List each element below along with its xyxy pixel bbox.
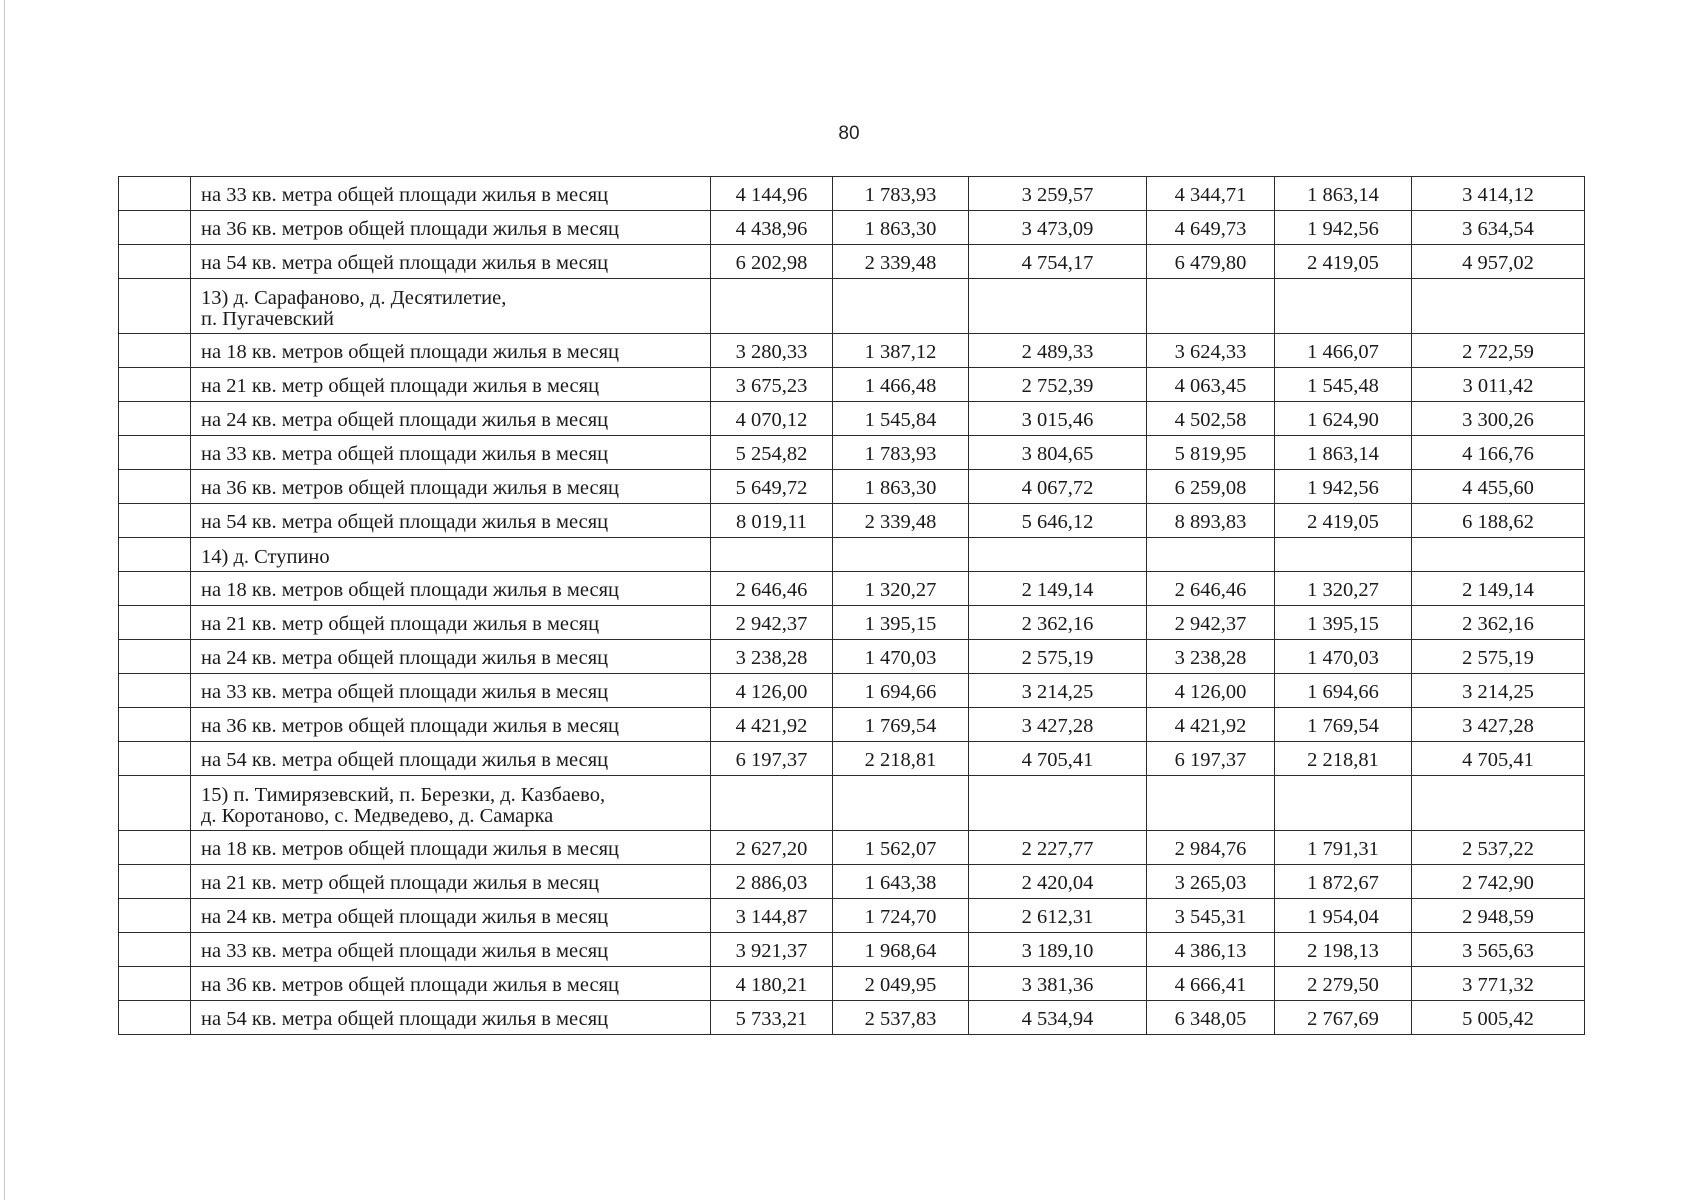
value-cell: 5 649,72 — [711, 470, 833, 504]
row-number-cell — [119, 606, 191, 640]
scan-edge-line — [4, 0, 5, 1200]
area-description: на 36 кв. метров общей площади жилья в месяц — [191, 967, 711, 1001]
value-cell: 2 198,13 — [1275, 933, 1412, 967]
value-cell: 8 019,11 — [711, 504, 833, 538]
value-cell: 4 502,58 — [1147, 402, 1275, 436]
settlement-group-row — [119, 776, 1585, 831]
table-row — [119, 470, 1585, 504]
value-cell: 3 804,65 — [969, 436, 1147, 470]
table-row — [119, 368, 1585, 402]
value-cell: 1 694,66 — [1275, 674, 1412, 708]
table-row — [119, 402, 1585, 436]
value-cell: 3 414,12 — [1412, 177, 1585, 211]
value-cell: 1 769,54 — [833, 708, 969, 742]
value-cell: 1 694,66 — [833, 674, 969, 708]
value-cell: 4 070,12 — [711, 402, 833, 436]
value-cell: 2 218,81 — [833, 742, 969, 776]
value-cell: 3 565,63 — [1412, 933, 1585, 967]
value-cell: 1 624,90 — [1275, 402, 1412, 436]
value-cell: 1 545,48 — [1275, 368, 1412, 402]
value-cell: 3 214,25 — [969, 674, 1147, 708]
table-row — [119, 865, 1585, 899]
table-row — [119, 436, 1585, 470]
value-cell: 2 537,22 — [1412, 831, 1585, 865]
table-row — [119, 177, 1585, 211]
value-cell: 1 942,56 — [1275, 470, 1412, 504]
value-cell: 1 872,67 — [1275, 865, 1412, 899]
value-cell: 2 886,03 — [711, 865, 833, 899]
value-cell: 2 362,16 — [969, 606, 1147, 640]
area-description: на 24 кв. метра общей площади жилья в месяц — [191, 899, 711, 933]
value-cell: 2 612,31 — [969, 899, 1147, 933]
value-cell: 4 144,96 — [711, 177, 833, 211]
settlement-name-line: п. Пугачевский — [201, 308, 334, 331]
value-cell: 2 742,90 — [1412, 865, 1585, 899]
value-cell: 2 489,33 — [969, 334, 1147, 368]
value-cell: 2 227,77 — [969, 831, 1147, 865]
value-cell: 1 545,84 — [833, 402, 969, 436]
value-cell: 3 921,37 — [711, 933, 833, 967]
area-description: на 36 кв. метров общей площади жилья в месяц — [191, 211, 711, 245]
value-cell: 2 984,76 — [1147, 831, 1275, 865]
value-cell: 1 783,93 — [833, 436, 969, 470]
value-cell: 2 362,16 — [1412, 606, 1585, 640]
table-row — [119, 606, 1585, 640]
value-cell: 2 948,59 — [1412, 899, 1585, 933]
area-description: на 21 кв. метр общей площади жилья в месяц — [191, 865, 711, 899]
value-cell: 3 300,26 — [1412, 402, 1585, 436]
value-cell: 3 545,31 — [1147, 899, 1275, 933]
value-cell: 1 954,04 — [1275, 899, 1412, 933]
table-row — [119, 211, 1585, 245]
page-number: 80 — [838, 123, 860, 144]
row-number-cell — [119, 538, 191, 572]
empty-value-cell — [1412, 538, 1585, 572]
value-cell: 5 646,12 — [969, 504, 1147, 538]
value-cell: 3 238,28 — [1147, 640, 1275, 674]
value-cell: 1 863,14 — [1275, 436, 1412, 470]
value-cell: 2 942,37 — [1147, 606, 1275, 640]
value-cell: 4 705,41 — [1412, 742, 1585, 776]
value-cell: 4 421,92 — [711, 708, 833, 742]
value-cell: 1 395,15 — [833, 606, 969, 640]
empty-value-cell — [711, 538, 833, 572]
value-cell: 2 722,59 — [1412, 334, 1585, 368]
table-row — [119, 967, 1585, 1001]
value-cell: 5 254,82 — [711, 436, 833, 470]
value-cell: 2 537,83 — [833, 1001, 969, 1035]
value-cell: 4 649,73 — [1147, 211, 1275, 245]
value-cell: 1 320,27 — [833, 572, 969, 606]
empty-value-cell — [1412, 776, 1585, 831]
row-number-cell — [119, 899, 191, 933]
value-cell: 6 202,98 — [711, 245, 833, 279]
value-cell: 6 479,80 — [1147, 245, 1275, 279]
area-description: на 33 кв. метра общей площади жилья в месяц — [191, 436, 711, 470]
value-cell: 3 634,54 — [1412, 211, 1585, 245]
table-row — [119, 640, 1585, 674]
value-cell: 5 733,21 — [711, 1001, 833, 1035]
row-number-cell — [119, 368, 191, 402]
value-cell: 1 395,15 — [1275, 606, 1412, 640]
tariff-table-body — [119, 177, 1585, 1035]
value-cell: 2 752,39 — [969, 368, 1147, 402]
empty-value-cell — [711, 279, 833, 334]
settlement-group-name — [191, 776, 711, 831]
value-cell: 4 386,13 — [1147, 933, 1275, 967]
value-cell: 4 705,41 — [969, 742, 1147, 776]
table-row — [119, 933, 1585, 967]
area-description: на 54 кв. метра общей площади жилья в месяц — [191, 742, 711, 776]
value-cell: 3 624,33 — [1147, 334, 1275, 368]
value-cell: 8 893,83 — [1147, 504, 1275, 538]
area-description: на 21 кв. метр общей площади жилья в месяц — [191, 606, 711, 640]
value-cell: 4 455,60 — [1412, 470, 1585, 504]
value-cell: 3 381,36 — [969, 967, 1147, 1001]
value-cell: 1 562,07 — [833, 831, 969, 865]
area-description: на 54 кв. метра общей площади жилья в месяц — [191, 504, 711, 538]
value-cell: 1 942,56 — [1275, 211, 1412, 245]
table-row — [119, 572, 1585, 606]
value-cell: 1 643,38 — [833, 865, 969, 899]
table-row — [119, 708, 1585, 742]
value-cell: 1 387,12 — [833, 334, 969, 368]
value-cell: 4 421,92 — [1147, 708, 1275, 742]
value-cell: 1 466,48 — [833, 368, 969, 402]
area-description: на 54 кв. метра общей площади жилья в месяц — [191, 245, 711, 279]
value-cell: 2 942,37 — [711, 606, 833, 640]
value-cell: 4 067,72 — [969, 470, 1147, 504]
value-cell: 2 049,95 — [833, 967, 969, 1001]
value-cell: 4 180,21 — [711, 967, 833, 1001]
area-description: на 33 кв. метра общей площади жилья в месяц — [191, 674, 711, 708]
row-number-cell — [119, 674, 191, 708]
value-cell: 2 149,14 — [969, 572, 1147, 606]
value-cell: 2 339,48 — [833, 504, 969, 538]
table-row — [119, 899, 1585, 933]
settlement-group-row — [119, 538, 1585, 572]
value-cell: 2 575,19 — [969, 640, 1147, 674]
row-number-cell — [119, 1001, 191, 1035]
value-cell: 3 011,42 — [1412, 368, 1585, 402]
value-cell: 4 754,17 — [969, 245, 1147, 279]
value-cell: 2 149,14 — [1412, 572, 1585, 606]
row-number-cell — [119, 504, 191, 538]
value-cell: 2 218,81 — [1275, 742, 1412, 776]
area-description: на 21 кв. метр общей площади жилья в месяц — [191, 368, 711, 402]
value-cell: 3 265,03 — [1147, 865, 1275, 899]
settlement-group-row — [119, 279, 1585, 334]
settlement-name-line: 15) п. Тимирязевский, п. Березки, д. Казбаево, — [201, 783, 606, 806]
value-cell: 1 769,54 — [1275, 708, 1412, 742]
row-number-cell — [119, 742, 191, 776]
table-row — [119, 504, 1585, 538]
area-description: на 24 кв. метра общей площади жилья в месяц — [191, 402, 711, 436]
empty-value-cell — [833, 279, 969, 334]
value-cell: 1 466,07 — [1275, 334, 1412, 368]
row-number-cell — [119, 865, 191, 899]
empty-value-cell — [1275, 279, 1412, 334]
settlement-group-name — [191, 538, 711, 572]
empty-value-cell — [1412, 279, 1585, 334]
value-cell: 2 419,05 — [1275, 504, 1412, 538]
empty-value-cell — [1275, 538, 1412, 572]
area-description: на 18 кв. метров общей площади жилья в месяц — [191, 572, 711, 606]
table-row — [119, 1001, 1585, 1035]
value-cell: 5 819,95 — [1147, 436, 1275, 470]
row-number-cell — [119, 334, 191, 368]
empty-value-cell — [969, 279, 1147, 334]
value-cell: 1 863,30 — [833, 470, 969, 504]
value-cell: 2 575,19 — [1412, 640, 1585, 674]
value-cell: 4 063,45 — [1147, 368, 1275, 402]
value-cell: 3 189,10 — [969, 933, 1147, 967]
table-row — [119, 245, 1585, 279]
row-number-cell — [119, 708, 191, 742]
empty-value-cell — [969, 538, 1147, 572]
value-cell: 1 470,03 — [833, 640, 969, 674]
row-number-cell — [119, 402, 191, 436]
value-cell: 4 126,00 — [1147, 674, 1275, 708]
tariff-table — [118, 176, 1585, 1035]
table-row — [119, 742, 1585, 776]
value-cell: 3 280,33 — [711, 334, 833, 368]
value-cell: 4 957,02 — [1412, 245, 1585, 279]
area-description: на 18 кв. метров общей площади жилья в месяц — [191, 334, 711, 368]
value-cell: 6 197,37 — [1147, 742, 1275, 776]
row-number-cell — [119, 572, 191, 606]
area-description: на 33 кв. метра общей площади жилья в месяц — [191, 177, 711, 211]
row-number-cell — [119, 776, 191, 831]
table-row — [119, 831, 1585, 865]
value-cell: 3 675,23 — [711, 368, 833, 402]
value-cell: 6 259,08 — [1147, 470, 1275, 504]
area-description: на 18 кв. метров общей площади жилья в месяц — [191, 831, 711, 865]
value-cell: 4 438,96 — [711, 211, 833, 245]
row-number-cell — [119, 177, 191, 211]
value-cell: 1 968,64 — [833, 933, 969, 967]
area-description: на 36 кв. метров общей площади жилья в месяц — [191, 470, 711, 504]
value-cell: 1 783,93 — [833, 177, 969, 211]
value-cell: 2 420,04 — [969, 865, 1147, 899]
row-number-cell — [119, 436, 191, 470]
value-cell: 3 214,25 — [1412, 674, 1585, 708]
value-cell: 2 627,20 — [711, 831, 833, 865]
settlement-name-line: 14) д. Ступино — [201, 546, 330, 569]
empty-value-cell — [969, 776, 1147, 831]
value-cell: 1 863,14 — [1275, 177, 1412, 211]
settlement-name-line: 13) д. Сарафаново, д. Десятилетие, — [201, 286, 507, 309]
row-number-cell — [119, 470, 191, 504]
value-cell: 4 666,41 — [1147, 967, 1275, 1001]
row-number-cell — [119, 211, 191, 245]
value-cell: 1 724,70 — [833, 899, 969, 933]
value-cell: 3 473,09 — [969, 211, 1147, 245]
value-cell: 4 126,00 — [711, 674, 833, 708]
area-description: на 33 кв. метра общей площади жилья в месяц — [191, 933, 711, 967]
row-number-cell — [119, 831, 191, 865]
empty-value-cell — [1147, 279, 1275, 334]
empty-value-cell — [1275, 776, 1412, 831]
row-number-cell — [119, 279, 191, 334]
value-cell: 6 348,05 — [1147, 1001, 1275, 1035]
value-cell: 2 279,50 — [1275, 967, 1412, 1001]
area-description: на 24 кв. метра общей площади жилья в месяц — [191, 640, 711, 674]
empty-value-cell — [1147, 776, 1275, 831]
empty-value-cell — [833, 776, 969, 831]
value-cell: 6 188,62 — [1412, 504, 1585, 538]
value-cell: 3 015,46 — [969, 402, 1147, 436]
value-cell: 3 427,28 — [1412, 708, 1585, 742]
table-row — [119, 334, 1585, 368]
value-cell: 2 646,46 — [1147, 572, 1275, 606]
value-cell: 3 238,28 — [711, 640, 833, 674]
value-cell: 1 320,27 — [1275, 572, 1412, 606]
value-cell: 6 197,37 — [711, 742, 833, 776]
value-cell: 3 427,28 — [969, 708, 1147, 742]
value-cell: 3 259,57 — [969, 177, 1147, 211]
value-cell: 1 791,31 — [1275, 831, 1412, 865]
empty-value-cell — [711, 776, 833, 831]
empty-value-cell — [833, 538, 969, 572]
row-number-cell — [119, 245, 191, 279]
table-row — [119, 674, 1585, 708]
value-cell: 1 470,03 — [1275, 640, 1412, 674]
value-cell: 1 863,30 — [833, 211, 969, 245]
value-cell: 2 646,46 — [711, 572, 833, 606]
value-cell: 4 344,71 — [1147, 177, 1275, 211]
row-number-cell — [119, 933, 191, 967]
value-cell: 2 339,48 — [833, 245, 969, 279]
value-cell: 5 005,42 — [1412, 1001, 1585, 1035]
empty-value-cell — [1147, 538, 1275, 572]
value-cell: 4 534,94 — [969, 1001, 1147, 1035]
settlement-name-line: д. Коротаново, с. Медведево, д. Самарка — [201, 805, 554, 828]
settlement-group-name — [191, 279, 711, 334]
value-cell: 2 419,05 — [1275, 245, 1412, 279]
area-description: на 36 кв. метров общей площади жилья в месяц — [191, 708, 711, 742]
value-cell: 3 144,87 — [711, 899, 833, 933]
row-number-cell — [119, 967, 191, 1001]
value-cell: 2 767,69 — [1275, 1001, 1412, 1035]
value-cell: 3 771,32 — [1412, 967, 1585, 1001]
value-cell: 4 166,76 — [1412, 436, 1585, 470]
area-description: на 54 кв. метра общей площади жилья в месяц — [191, 1001, 711, 1035]
row-number-cell — [119, 640, 191, 674]
